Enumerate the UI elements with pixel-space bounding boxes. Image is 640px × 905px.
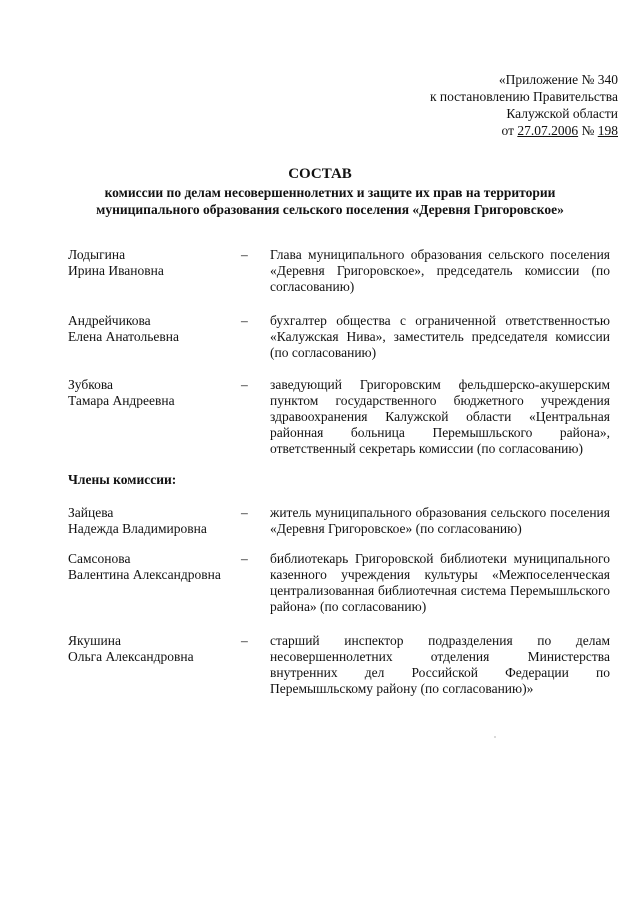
person-given-names: Елена Анатольевна [68,329,179,344]
person-given-names: Валентина Александровна [68,567,221,582]
appendix-line-1: «Приложение № 340 [498,72,618,87]
appendix-number-prefix: № [578,123,598,138]
appendix-date-prefix: от [501,123,518,138]
person-role: житель муниципального образования сельского поселения «Деревня Григоровское» (по согласованию) [270,505,610,536]
person-surname: Лодыгина [68,247,126,262]
person-given-names: Тамара Андреевна [68,393,175,408]
person-surname: Андрейчикова [68,313,151,328]
person-role: старший инспектор подразделения по делам несовершеннолетних отделения Министерства внутренних дел Российской Федерации по Перемышльскому району (по согласованию)» [270,633,610,696]
person-name [68,247,238,279]
appendix-header [318,71,618,139]
document-title: СОСТАВ [288,166,352,182]
appendix-line-3: Калужской области [506,106,618,121]
person-surname: Зубкова [68,377,114,392]
appendix-number: 198 [597,123,618,138]
person-name [68,377,238,409]
dash-separator: – [241,377,248,392]
document-subtitle: комиссии по делам несовершеннолетних и защите их прав на территории муниципального образования сельского поселения «Деревня Григоровское» [96,185,564,217]
person-surname: Якушина [68,633,121,648]
person-name [68,313,238,345]
person-surname: Зайцева [68,505,114,520]
person-surname: Самсонова [68,551,131,566]
person-role: библиотекарь Григоровской библиотеки муниципального казенного учреждения культуры «Межпоселенческая централизованная библиотечная система Перемышльского района» (по согласованию) [270,551,610,614]
person-given-names: Надежда Владимировна [68,521,207,536]
person-given-names: Ирина Ивановна [68,263,164,278]
appendix-line-2: к постановлению Правительства [429,89,618,104]
scan-speck [494,736,496,738]
dash-separator: – [241,505,248,520]
dash-separator: – [241,551,248,566]
person-name [68,551,238,583]
dash-separator: – [241,633,248,648]
appendix-line-4 [318,122,618,139]
members-heading: Члены комиссии: [68,472,177,487]
person-role: бухгалтер общества с ограниченной ответственностью «Калужская Нива», заместитель председателя комиссии (по согласованию) [270,313,610,360]
dash-separator: – [241,313,248,328]
dash-separator: – [241,247,248,262]
person-name [68,505,238,537]
person-given-names: Ольга Александровна [68,649,194,664]
person-role: Глава муниципального образования сельского поселения «Деревня Григоровское», председатель комиссии (по согласованию) [270,247,610,294]
person-role: заведующий Григоровским фельдшерско-акушерским пунктом государственного бюджетного учреждения здравоохранения Калужской области «Центральная районная больница Перемышльского района», ответственный секретарь комиссии (по согласованию) [270,377,610,456]
person-name [68,633,238,665]
appendix-date: 27.07.2006 [517,123,579,138]
